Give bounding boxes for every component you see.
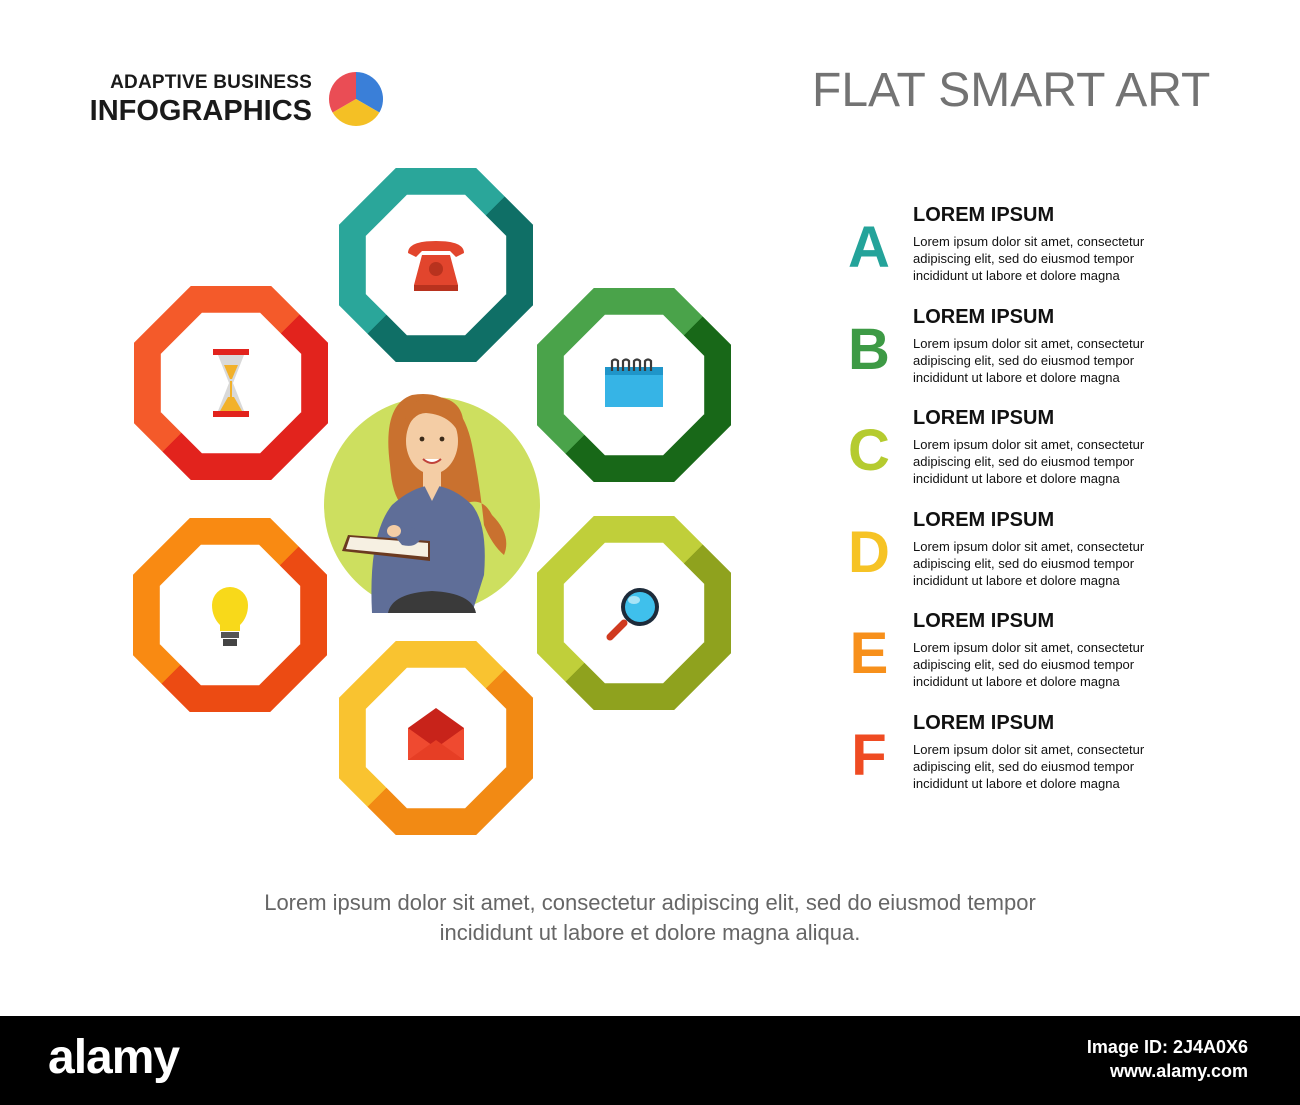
item-text: Lorem ipsum dolor sit amet, consectetur adipiscing elit, sed do eiusmod tempor incididunt ut labore et dolore magna bbox=[913, 741, 1145, 791]
item-letter: E bbox=[849, 621, 889, 686]
legend-item bbox=[840, 509, 1180, 611]
item-title: LOREM IPSUM bbox=[913, 610, 1055, 632]
page-title: FLAT SMART ART bbox=[812, 64, 1211, 117]
legend-list bbox=[840, 204, 1180, 813]
item-title: LOREM IPSUM bbox=[913, 204, 1055, 226]
caption-line-2: incididunt ut labore et dolore magna aliqua. bbox=[439, 920, 861, 945]
logo-line-1: ADAPTIVE BUSINESS bbox=[110, 72, 312, 93]
item-letter: F bbox=[851, 722, 887, 788]
item-title: LOREM IPSUM bbox=[913, 508, 1055, 531]
caption-line-1: Lorem ipsum dolor sit amet, consectetur adipiscing elit, sed do eiusmod tempor bbox=[264, 890, 1036, 915]
item-letter: A bbox=[848, 215, 890, 280]
logo-line-2: INFOGRAPHICS bbox=[89, 95, 312, 127]
footer-bar bbox=[0, 1016, 1300, 1105]
item-text: Lorem ipsum dolor sit amet, consectetur adipiscing elit, sed do eiusmod tempor incididunt ut labore et dolore magna bbox=[913, 335, 1145, 385]
item-text: Lorem ipsum dolor sit amet, consectetur adipiscing elit, sed do eiusmod tempor incididunt ut labore et dolore magna bbox=[913, 640, 1145, 689]
item-text: Lorem ipsum dolor sit amet, consectetur adipiscing elit, sed do eiusmod tempor incididunt ut labore et dolore magna bbox=[913, 538, 1145, 588]
item-title: LOREM IPSUM bbox=[913, 407, 1055, 429]
footer-url: www.alamy.com bbox=[1109, 1061, 1248, 1081]
footer-brand-logo: alamy bbox=[48, 1031, 180, 1084]
legend-item bbox=[840, 610, 1180, 712]
legend-item bbox=[840, 712, 1180, 814]
caption bbox=[150, 888, 1150, 948]
item-letter: C bbox=[848, 418, 890, 483]
item-letter: B bbox=[848, 316, 890, 382]
legend-item bbox=[840, 204, 1180, 306]
legend-item bbox=[840, 407, 1180, 509]
footer-info bbox=[1087, 1036, 1248, 1084]
item-text: Lorem ipsum dolor sit amet, consectetur adipiscing elit, sed do eiusmod tempor incididunt ut labore et dolore magna bbox=[913, 234, 1145, 283]
item-title: LOREM IPSUM bbox=[913, 711, 1055, 734]
item-title: LOREM IPSUM bbox=[913, 305, 1055, 328]
legend-item bbox=[840, 306, 1180, 408]
item-text: Lorem ipsum dolor sit amet, consectetur adipiscing elit, sed do eiusmod tempor incididunt ut labore et dolore magna bbox=[913, 437, 1145, 486]
item-letter: D bbox=[848, 519, 890, 585]
footer-image-id: Image ID: 2J4A0X6 bbox=[1086, 1037, 1248, 1057]
